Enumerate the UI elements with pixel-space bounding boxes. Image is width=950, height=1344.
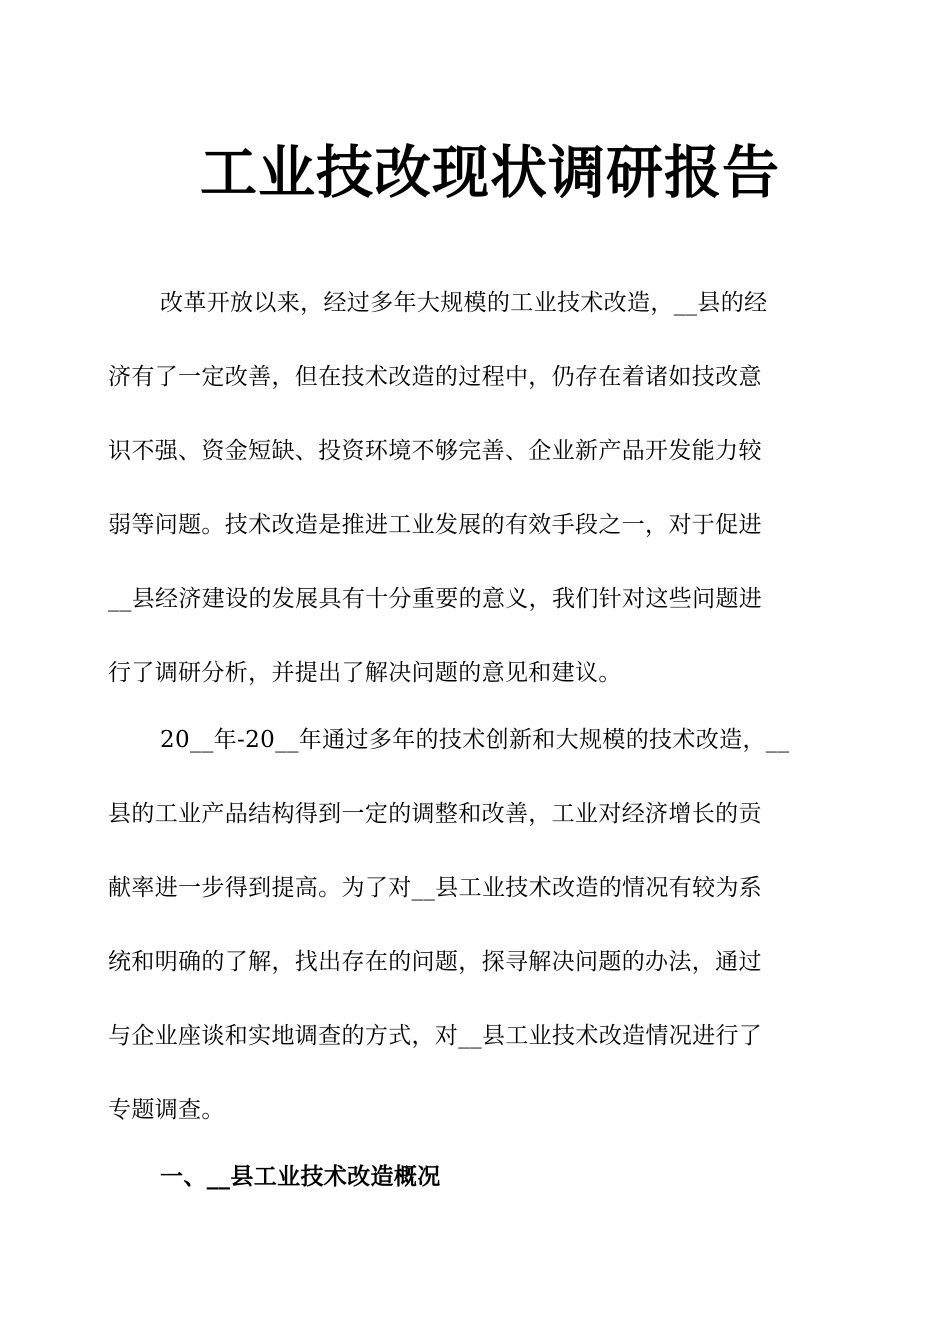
paragraph-1-line-1: 改革开放以来，经过多年大规模的工业技术改造，__县的经	[160, 290, 768, 316]
paragraph-1-line-5: __县经济建设的发展具有十分重要的意义，我们针对这些问题进	[108, 586, 763, 612]
paragraph-1-line-3: 识不强、资金短缺、投资环境不够完善、企业新产品开发能力较	[108, 438, 762, 464]
paragraph-2-line-4: 统和明确的了解，找出存在的问题，探寻解决问题的办法，通过	[108, 949, 762, 975]
paragraph-2-line-5: 与企业座谈和实地调查的方式，对__县工业技术改造情况进行了	[108, 1023, 763, 1049]
paragraph-1-line-6: 行了调研分析，并提出了解决问题的意见和建议。	[108, 660, 622, 686]
document-title: 工业技改现状调研报告	[200, 140, 780, 206]
paragraph-2-line-3: 献率进一步得到提高。为了对__县工业技术改造的情况有较为系	[108, 875, 763, 901]
paragraph-1-line-4: 弱等问题。技术改造是推进工业发展的有效手段之一，对于促进	[108, 512, 762, 538]
paragraph-2-line-1: 20__年-20__年通过多年的技术创新和大规模的技术改造，__	[160, 727, 790, 753]
paragraph-2-line-2: 县的工业产品结构得到一定的调整和改善，工业对经济增长的贡	[108, 801, 762, 827]
paragraph-2-line-6: 专题调查。	[108, 1097, 225, 1123]
paragraph-1-line-2: 济有了一定改善，但在技术改造的过程中，仍存在着诸如技改意	[108, 364, 762, 390]
section-heading: 一、__县工业技术改造概况	[160, 1164, 441, 1190]
